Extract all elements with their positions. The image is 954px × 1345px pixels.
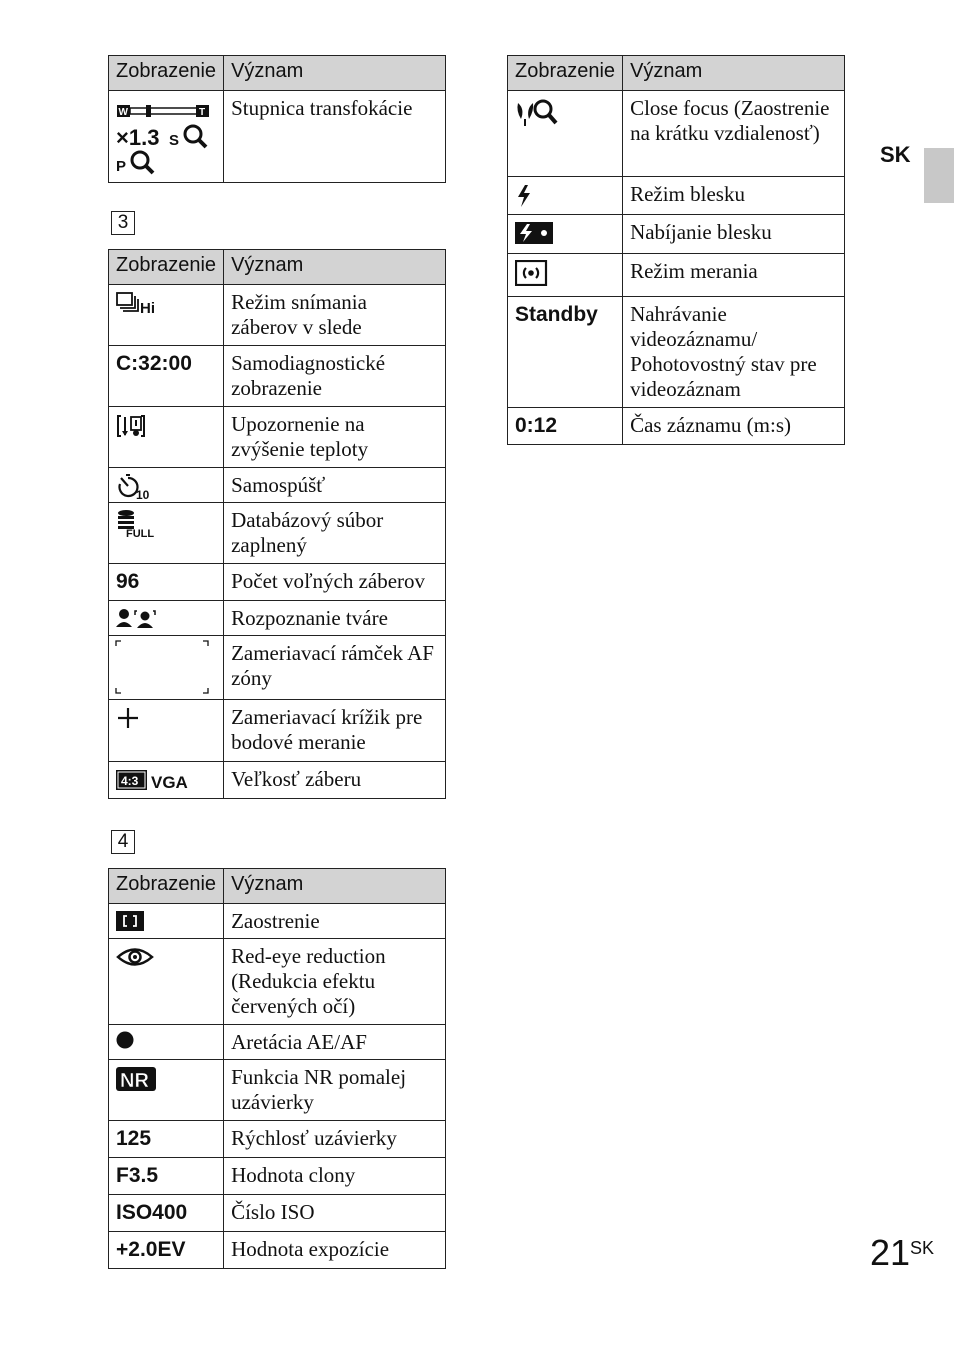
table-row	[109, 601, 446, 636]
language-tab-label: SK	[880, 142, 911, 167]
table-row	[109, 407, 446, 468]
table-row	[109, 1158, 446, 1195]
header-meaning: Význam	[623, 56, 845, 91]
meaning-cell: Rozpoznanie tváre	[224, 601, 446, 636]
table-row	[508, 215, 845, 254]
page-number	[870, 1232, 934, 1274]
display-value: C:32:00	[109, 346, 224, 407]
table-row	[109, 1121, 446, 1158]
display-value: 96	[109, 564, 224, 601]
meaning-cell: Upozornenie na zvýšenie teploty	[224, 407, 446, 468]
table-row	[508, 254, 845, 297]
meaning-cell: Rýchlosť uzávierky	[224, 1121, 446, 1158]
display-value: ISO400	[109, 1195, 224, 1232]
svg-text:10: 10	[136, 488, 150, 500]
table-row	[109, 700, 446, 762]
image-size-icon	[109, 762, 224, 799]
table-row	[109, 1232, 446, 1269]
close-focus-icon	[508, 91, 623, 177]
red-eye-icon	[109, 939, 224, 1025]
header-meaning: Význam	[224, 869, 446, 904]
header-display: Zobrazenie	[109, 869, 224, 904]
meaning-cell: Režim snímania záberov v slede	[224, 285, 446, 346]
meaning-cell: Hodnota clony	[224, 1158, 446, 1195]
table-section-4	[108, 868, 446, 1269]
meaning-cell: Čas záznamu (m:s)	[623, 408, 845, 445]
svg-text:FULL: FULL	[126, 528, 155, 539]
table-section-3	[108, 249, 446, 799]
page-number-value: 21	[870, 1232, 911, 1273]
table-row	[109, 91, 446, 183]
table-zoom	[108, 55, 446, 183]
meaning-cell: Nabíjanie blesku	[623, 215, 845, 254]
meaning-cell: Číslo ISO	[224, 1195, 446, 1232]
af-frame-icon	[109, 636, 224, 700]
svg-text:VGA: VGA	[151, 773, 188, 792]
zoom-scale-icon	[109, 91, 224, 183]
language-tab-bar	[924, 148, 954, 203]
meaning-cell: Databázový súbor zaplnený	[224, 503, 446, 564]
table-row	[109, 939, 446, 1025]
table-right	[507, 55, 845, 445]
table-row	[508, 91, 845, 177]
meaning-cell: Stupnica transfokácie	[224, 91, 446, 183]
meaning-cell: Aretácia AE/AF	[224, 1025, 446, 1060]
table-row	[109, 1060, 446, 1121]
svg-text:P: P	[116, 158, 127, 175]
ae-af-lock-icon	[109, 1025, 224, 1060]
meaning-cell: Nahrávanie videozáznamu/ Pohotovostný stav pre videozáznam	[623, 297, 845, 408]
table-row	[109, 564, 446, 601]
table-row	[109, 285, 446, 346]
display-value: F3.5	[109, 1158, 224, 1195]
section-number-3: 3	[111, 211, 135, 235]
database-full-icon	[109, 503, 224, 564]
self-timer-icon	[109, 468, 224, 503]
meaning-cell: Režim merania	[623, 254, 845, 297]
header-display: Zobrazenie	[508, 56, 623, 91]
header-meaning: Význam	[224, 250, 446, 285]
flash-charging-icon	[508, 215, 623, 254]
meaning-cell: Samospúšť	[224, 468, 446, 503]
meaning-cell: Veľkosť záberu	[224, 762, 446, 799]
display-value: Standby	[508, 297, 623, 408]
meaning-cell: Zaostrenie	[224, 904, 446, 939]
metering-mode-icon	[508, 254, 623, 297]
meaning-cell: Red-eye reduction (Redukcia efektu červených očí)	[224, 939, 446, 1025]
display-value: +2.0EV	[109, 1232, 224, 1269]
meaning-cell: Close focus (Zaostrenie na krátku vzdialenosť)	[623, 91, 845, 177]
table-row	[109, 904, 446, 939]
header-display: Zobrazenie	[109, 250, 224, 285]
focus-icon	[109, 904, 224, 939]
svg-text:T: T	[199, 107, 206, 118]
burst-hi-icon	[109, 285, 224, 346]
table-row	[109, 1195, 446, 1232]
meaning-cell: Zameriavací krížik pre bodové meranie	[224, 700, 446, 762]
svg-text:S: S	[169, 132, 180, 149]
nr-icon	[109, 1060, 224, 1121]
table-header-row	[109, 56, 446, 91]
temperature-warning-icon	[109, 407, 224, 468]
display-value: 125	[109, 1121, 224, 1158]
svg-text:4:3: 4:3	[121, 774, 139, 788]
table-row	[508, 408, 845, 445]
table-row	[109, 636, 446, 700]
table-header-row	[109, 869, 446, 904]
flash-mode-icon	[508, 177, 623, 215]
page-number-suffix: SK	[910, 1238, 935, 1258]
meaning-cell: Hodnota expozície	[224, 1232, 446, 1269]
meaning-cell: Funkcia NR pomalej uzávierky	[224, 1060, 446, 1121]
table-row	[508, 297, 845, 408]
table-row	[109, 346, 446, 407]
table-header-row	[508, 56, 845, 91]
table-row	[508, 177, 845, 215]
header-meaning: Význam	[224, 56, 446, 91]
table-header-row	[109, 250, 446, 285]
meaning-cell: Režim blesku	[623, 177, 845, 215]
crosshair-icon	[109, 700, 224, 762]
svg-text:NR: NR	[120, 1070, 149, 1092]
table-row	[109, 503, 446, 564]
face-detection-icon	[109, 601, 224, 636]
header-display: Zobrazenie	[109, 56, 224, 91]
table-row	[109, 1025, 446, 1060]
section-number-4: 4	[111, 830, 135, 854]
table-row	[109, 762, 446, 799]
display-value: 0:12	[508, 408, 623, 445]
meaning-cell: Zameriavací rámček AF zóny	[224, 636, 446, 700]
meaning-cell: Samodiagnostické zobrazenie	[224, 346, 446, 407]
table-row	[109, 468, 446, 503]
svg-text:×1.3: ×1.3	[116, 125, 160, 150]
svg-text:Hi: Hi	[140, 300, 155, 317]
svg-text:W: W	[118, 107, 128, 118]
meaning-cell: Počet voľných záberov	[224, 564, 446, 601]
